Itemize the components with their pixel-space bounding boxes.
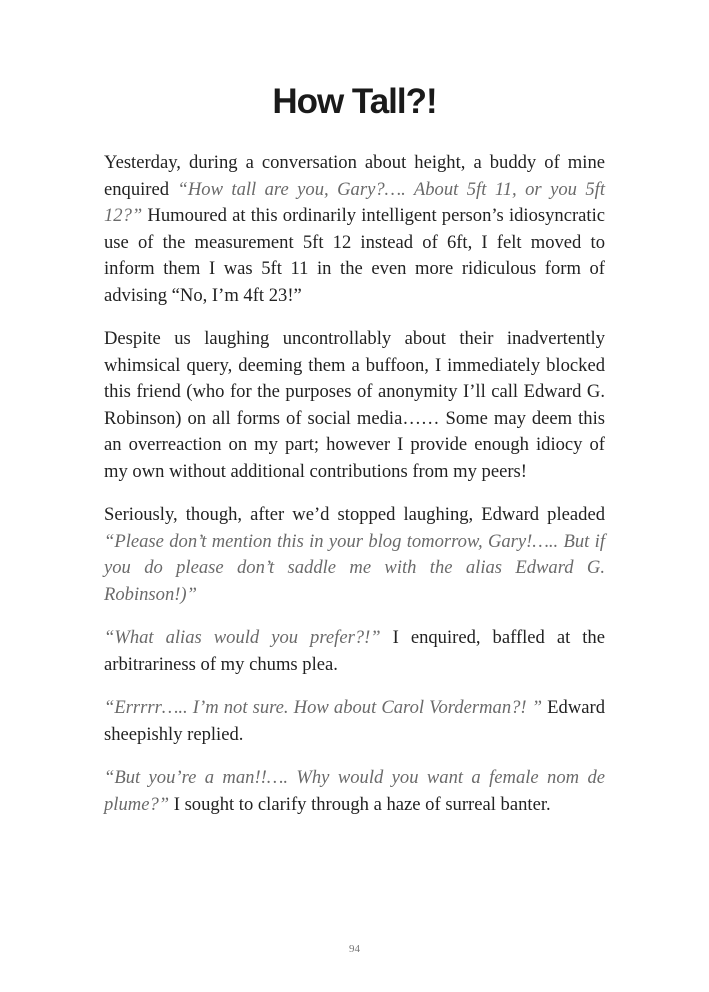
paragraph-4 [104, 625, 605, 678]
paragraph-5-quote: “Errrrr….. I’m not sure. How about Carol Vorderman?! ” [104, 697, 543, 718]
paragraph-1-text-a: Yesterday, during a conversation about height, a buddy of mine enquired [104, 152, 605, 200]
paragraph-6-text: I sought to clarify through a haze of surreal banter. [169, 793, 551, 815]
paragraph-1-quote: “How tall are you, Gary?…. About 5ft 11, or you 5ft 12?” [104, 178, 606, 226]
paragraph-3 [104, 502, 605, 608]
paragraph-3-quote: “Please don’t mention this in your blog tomorrow, Gary!….. But if you do please don’t saddle me with the alias Edward G. Robinson!)” [104, 530, 605, 605]
paragraph-5 [104, 695, 605, 748]
paragraph-1-text-b: Humoured at this ordinarily intelligent person’s idiosyncratic use of the measurement 5ft 12 instead of 6ft, I felt moved to inform them I was 5ft 11 in the even more ridiculous form of advising “No, I’m 4ft 23!” [104, 205, 605, 306]
paragraph-6 [104, 765, 605, 818]
paragraph-5-text: Edward sheepishly replied. [104, 697, 605, 745]
chapter-title: How Tall?! [272, 82, 437, 121]
paragraph-4-quote: “What alias would you prefer?!” [104, 627, 381, 648]
paragraph-2: Despite us laughing uncontrollably about their inadvertently whimsical query, deeming them a buffoon, I immediately blocked this friend (who for the purposes of anonymity I’ll call Edward G. Robinson) on all forms of social media…… Some may deem this an overreaction on my part; however I provide enough idiocy of my own without additional contributions from my peers! [104, 328, 605, 482]
paragraph-1 [104, 150, 605, 309]
paragraph-4-text: I enquired, baffled at the arbitrariness of my chums plea. [104, 627, 605, 675]
paragraph-3-text-a: Seriously, though, after we’d stopped laughing, Edward pleaded [104, 504, 605, 525]
page-number: 94 [349, 943, 360, 955]
paragraph-6-quote: “But you’re a man!!…. Why would you want a female nom de plume?” [104, 767, 605, 815]
chapter-body [104, 150, 605, 835]
